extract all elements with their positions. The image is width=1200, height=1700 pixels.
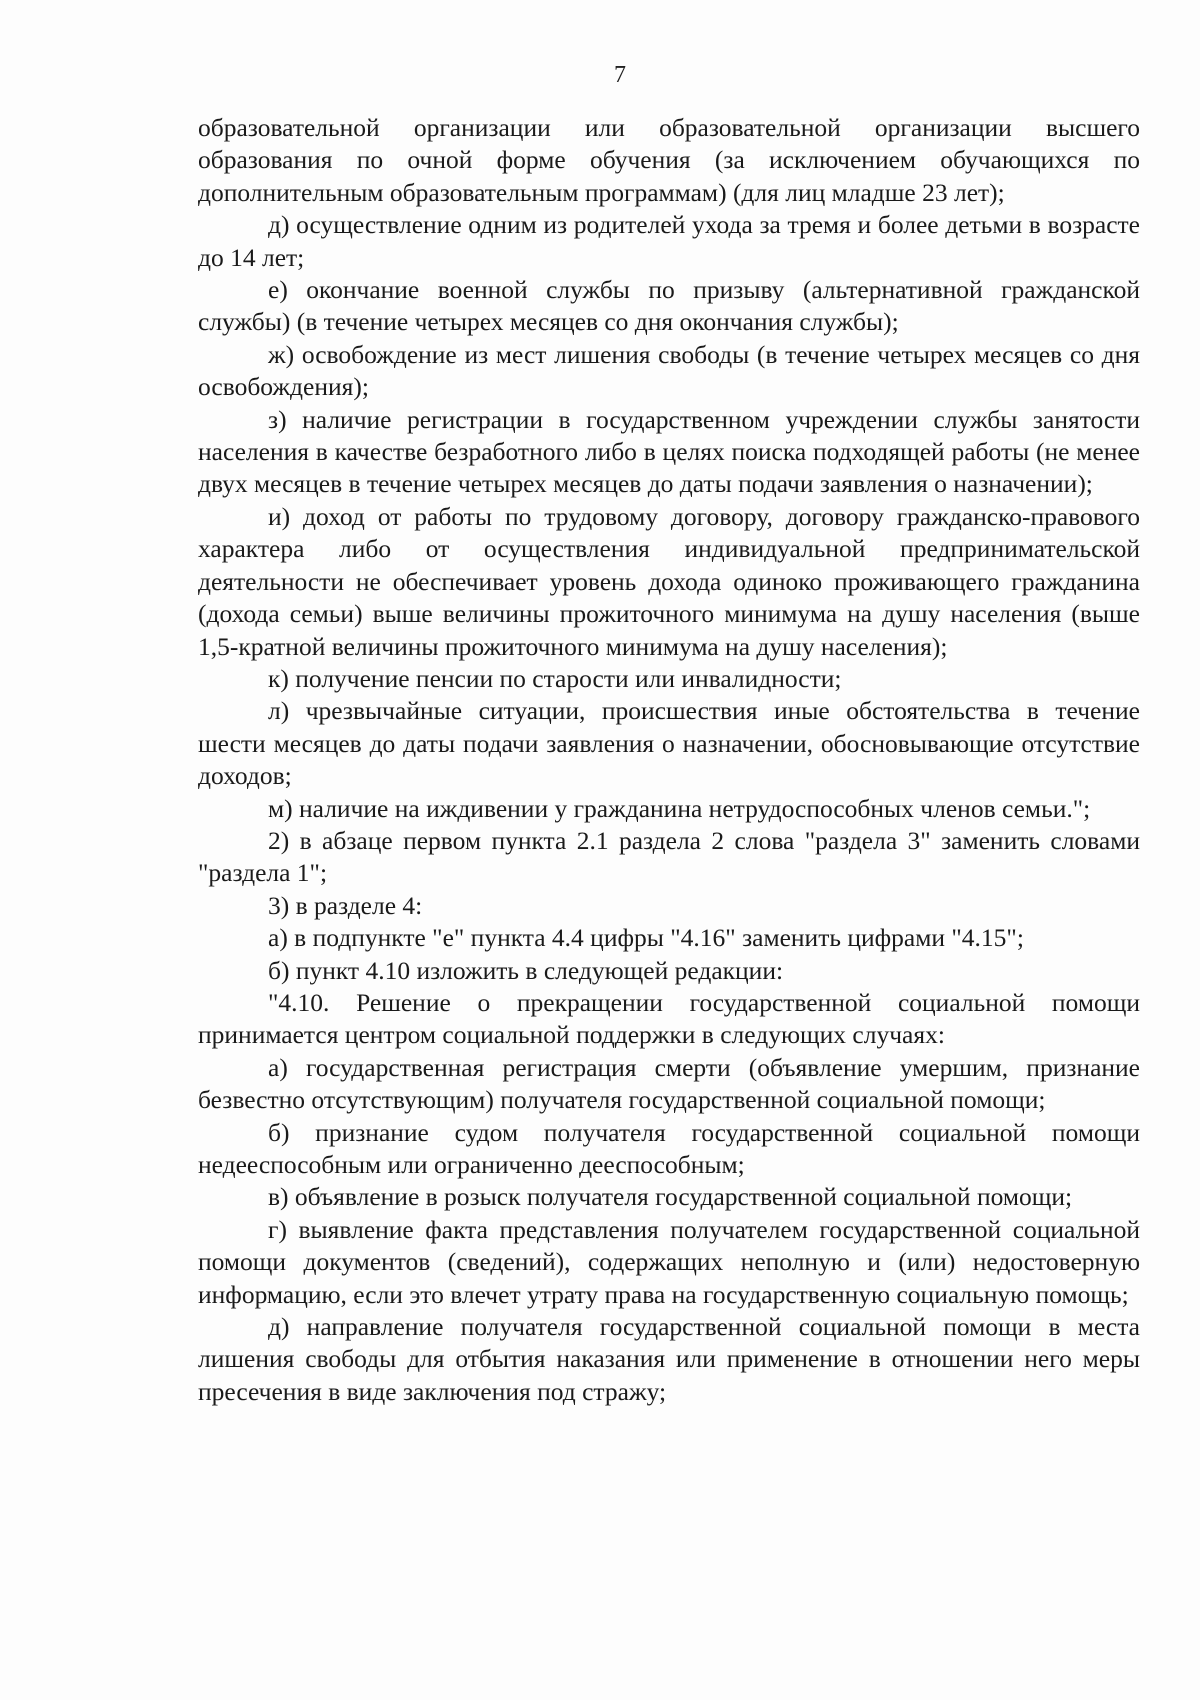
paragraph-case-g: г) выявление факта представления получателем государственной социальной помощи документов (сведений), содержащих неполную и (или) недостоверную информацию, если это влечет утрату права на государственную социальную помощь; (198, 1214, 1140, 1309)
paragraph-case-a: а) государственная регистрация смерти (объявление умершим, признание безвестно отсутствующим) получателя государственной социальной помощи; (198, 1052, 1140, 1115)
paragraph-item-l: л) чрезвычайные ситуации, происшествия иные обстоятельства в течение шести месяцев до даты подачи заявления о назначении, обосновывающие отсутствие доходов; (198, 696, 1140, 791)
paragraph-sub-a: а) в подпункте "е" пункта 4.4 цифры "4.16" заменить цифрами "4.15"; (268, 923, 1024, 953)
paragraph-item-z: з) наличие регистрации в государственном учреждении службы занятости населения в качестве безработного либо в целях поиска подходящей работы (не менее двух месяцев в течение четырех месяцев до даты подачи заявления о назначении); (198, 404, 1140, 499)
paragraph-case-d: д) направление получателя государственной социальной помощи в места лишения свободы для отбытия наказания или применение в отношении него меры пресечения в виде заключения под стражу; (198, 1312, 1140, 1406)
document-body (198, 112, 1140, 1408)
paragraph-clause-4-10: "4.10. Решение о прекращении государственной социальной помощи принимается центром социальной поддержки в следующих случаях: (198, 987, 1140, 1050)
paragraph-item-m: м) наличие на иждивении у гражданина нетрудоспособных членов семьи."; (268, 793, 1091, 823)
paragraph-case-v: в) объявление в розыск получателя государственной социальной помощи; (268, 1182, 1073, 1212)
paragraph-item-d: д) осуществление одним из родителей ухода за тремя и более детьми в возрасте до 14 лет; (198, 210, 1140, 272)
paragraph-item-zh: ж) освобождение из мест лишения свободы (в течение четырех месяцев со дня освобождения); (198, 339, 1140, 402)
paragraph-sub-b: б) пункт 4.10 изложить в следующей редакции: (268, 955, 784, 985)
page-number: 7 (614, 62, 626, 88)
paragraph-item-i: и) доход от работы по трудовому договору, договору гражданско-правового характера либо от осуществления индивидуальной предпринимательской деятельности не обеспечивает уровень дохода одиноко проживающего гражданина (дохода семьи) выше величины прожиточного минимума на душу населения (выше 1,5-кратной величины прожиточного минимума на душу населения); (198, 501, 1140, 661)
paragraph-item-e: е) окончание военной службы по призыву (альтернативной гражданской службы) (в течение четырех месяцев со дня окончания службы); (198, 275, 1140, 337)
paragraph-case-b: б) признание судом получателя государственной социальной помощи недееспособным или ограниченно дееспособным; (198, 1117, 1140, 1179)
paragraph-point-3: 3) в разделе 4: (268, 890, 423, 920)
paragraph-continuation: образовательной организации или образовательной организации высшего образования по очной форме обучения (за исключением обучающихся по дополнительным образовательным программам) (для лиц младше 23 лет); (198, 113, 1140, 207)
paragraph-item-k: к) получение пенсии по старости или инвалидности; (268, 663, 842, 693)
paragraph-point-2: 2) в абзаце первом пункта 2.1 раздела 2 слова "раздела 3" заменить словами "раздела 1"; (198, 825, 1140, 888)
